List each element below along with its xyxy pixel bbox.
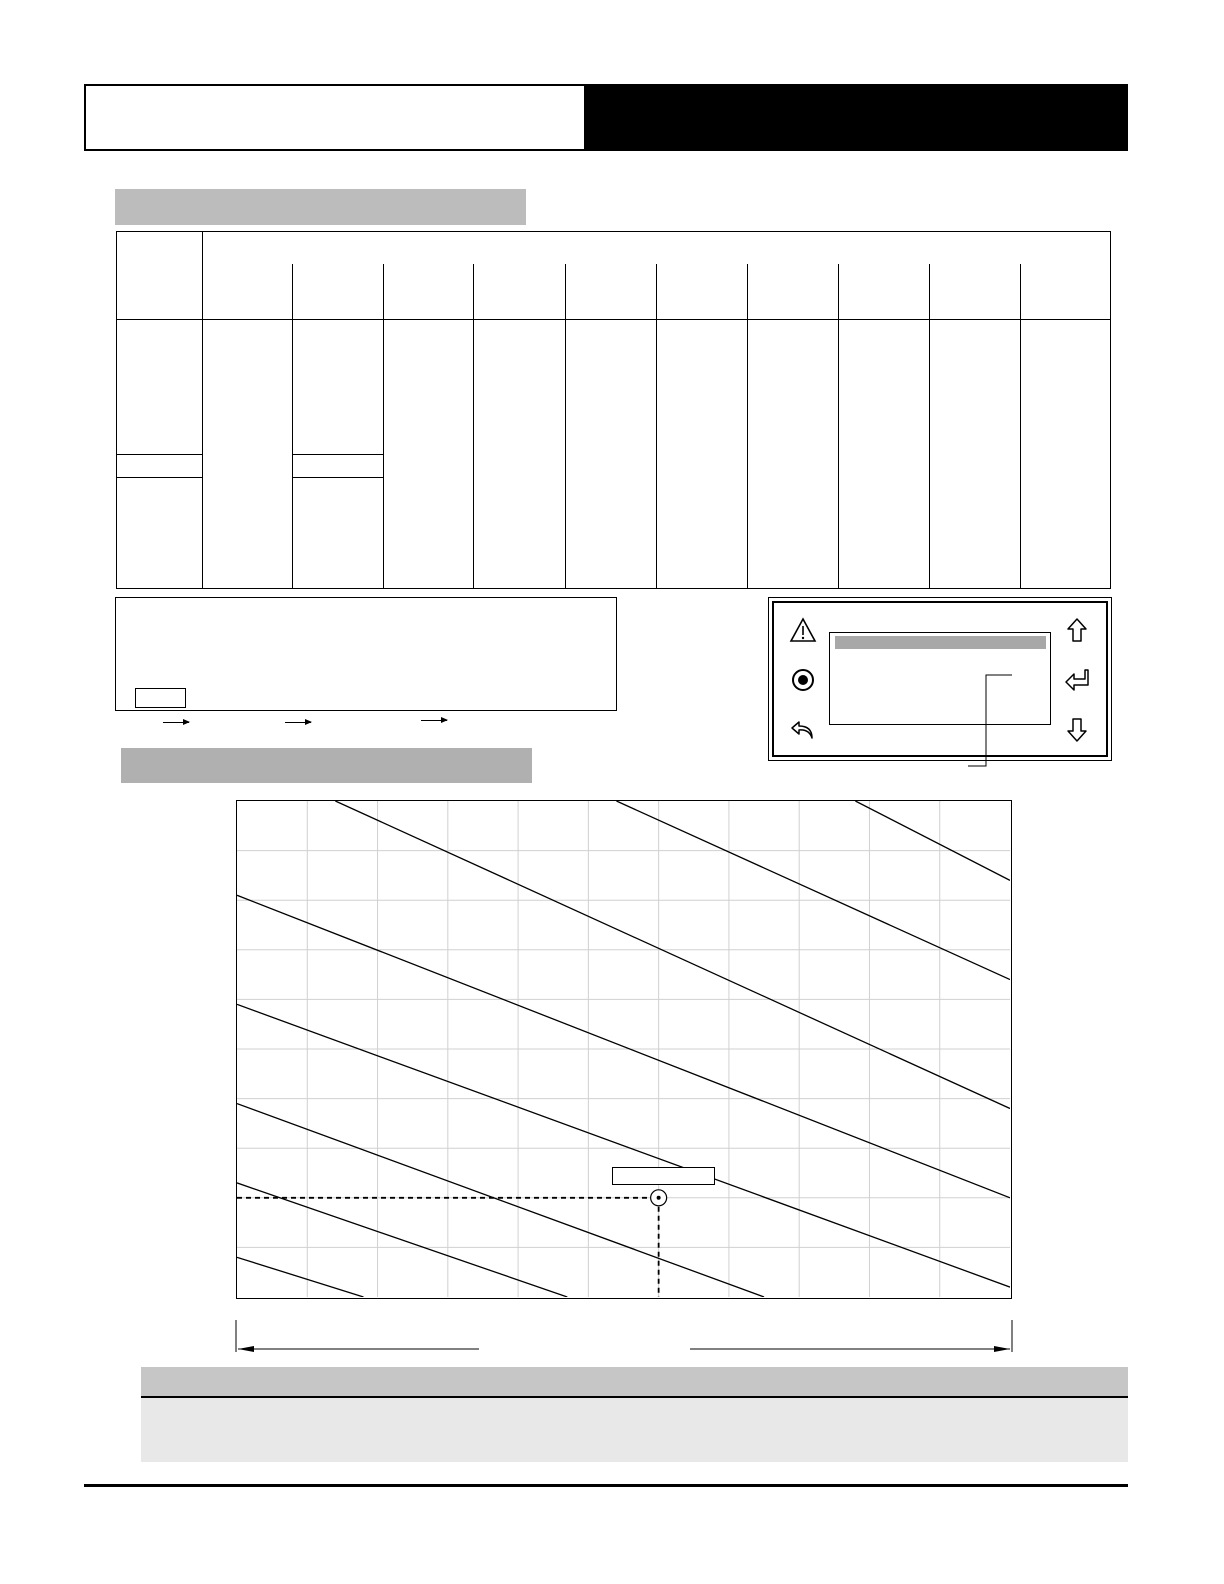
- table-col-divider: [292, 264, 293, 588]
- table-col-divider: [747, 264, 748, 588]
- enter-icon[interactable]: [1062, 665, 1092, 695]
- table-col-divider: [656, 264, 657, 588]
- back-icon[interactable]: [788, 715, 818, 745]
- table-col-divider: [383, 264, 384, 588]
- table-col-divider: [473, 264, 474, 588]
- section-heading-bar-1: [115, 189, 526, 225]
- arrow-right-icon: [421, 720, 447, 721]
- series-line-8: [237, 1257, 363, 1297]
- operating-point-label-box: [612, 1167, 715, 1185]
- table-row-divider: [292, 454, 383, 455]
- record-icon[interactable]: [788, 665, 818, 695]
- table-header-divider: [117, 319, 1110, 320]
- table-col-divider: [1020, 264, 1021, 588]
- chart-plot-area: [237, 801, 1010, 1297]
- table-row-divider: [117, 454, 202, 455]
- table-row-divider: [292, 477, 383, 478]
- table-col-divider: [929, 264, 930, 588]
- notice-body: [141, 1398, 1128, 1462]
- arrow-right-icon: [163, 722, 189, 723]
- series-line-1: [335, 801, 1010, 1109]
- x-axis-extent-arrows: [230, 1318, 1020, 1358]
- note-box: [115, 597, 617, 711]
- series-line-3: [855, 801, 1010, 880]
- footer-rule: [84, 1484, 1128, 1487]
- notice-heading-bar: [141, 1367, 1128, 1398]
- operating-point-dot: [657, 1196, 661, 1200]
- arrow-up-icon[interactable]: [1062, 615, 1092, 645]
- table-row-divider: [117, 477, 202, 478]
- screen-callout-leader: [960, 670, 1020, 770]
- table-col-divider: [202, 232, 203, 588]
- section-heading-bar-2: [121, 748, 532, 783]
- screen-selected-row: [835, 636, 1046, 649]
- header-black-band: [586, 84, 1128, 151]
- performance-chart: [236, 800, 1012, 1299]
- series-line-6: [237, 1104, 764, 1297]
- header-title-box: [84, 84, 586, 151]
- arrow-down-icon[interactable]: [1062, 715, 1092, 745]
- series-line-2: [616, 801, 1010, 980]
- warning-icon[interactable]: [788, 615, 818, 645]
- note-key-box: [135, 688, 186, 708]
- arrow-right-icon: [285, 722, 311, 723]
- specification-table: [116, 231, 1111, 589]
- table-col-divider: [838, 264, 839, 588]
- table-col-divider: [565, 264, 566, 588]
